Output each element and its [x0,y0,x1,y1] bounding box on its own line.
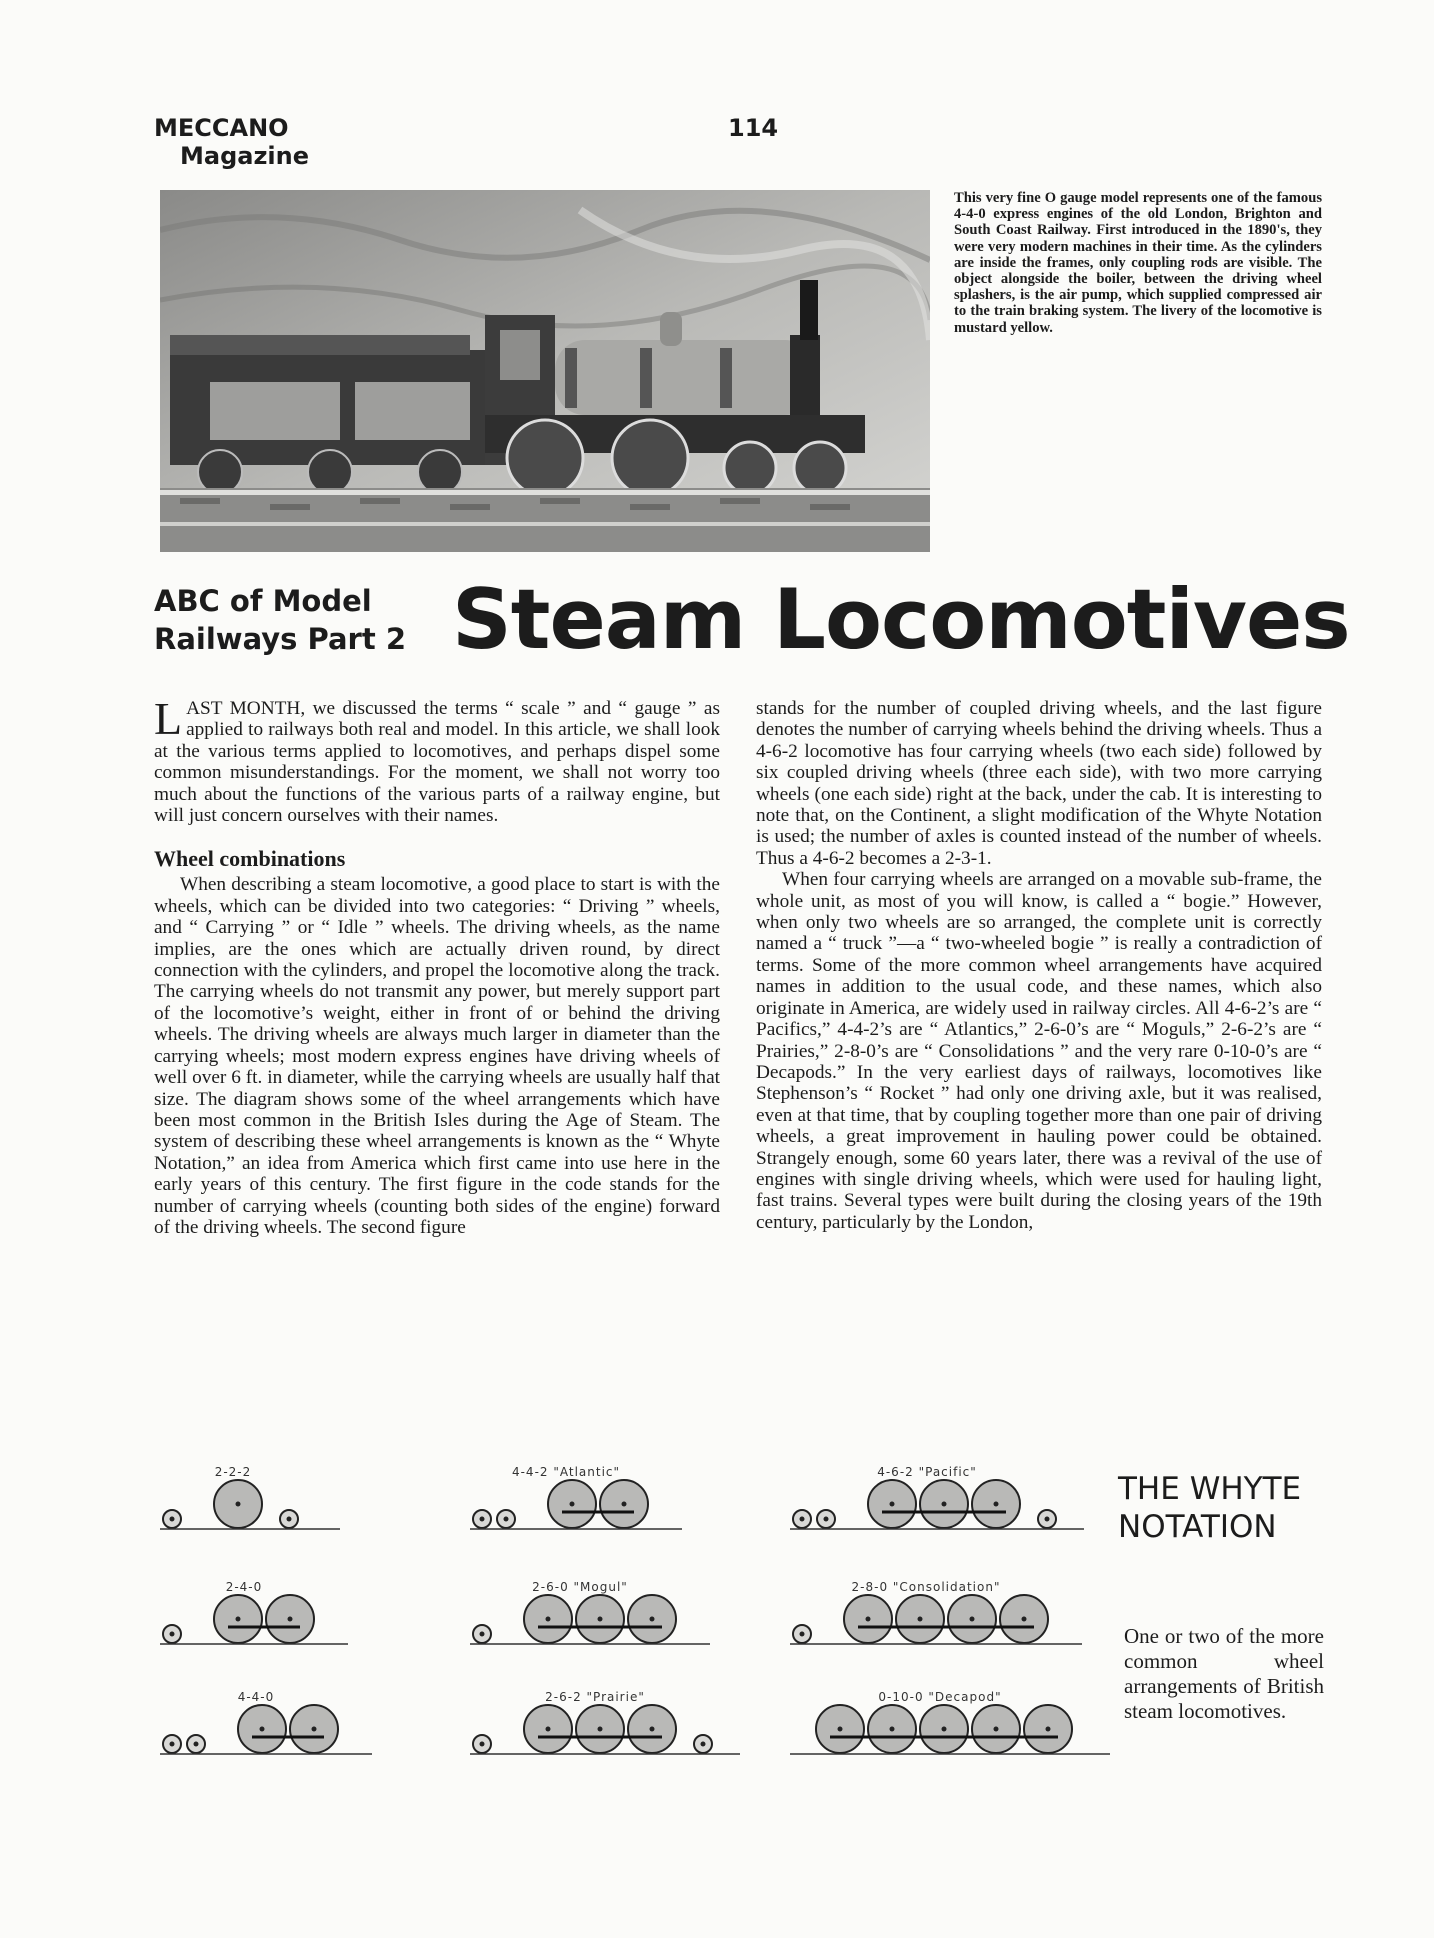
driving-wheel-hub [1046,1727,1051,1732]
driving-wheel-hub [994,1502,999,1507]
arrangement-label: 0-10-0 "Decapod" [878,1690,1002,1704]
masthead [154,114,309,170]
arrangement-label: 4-4-0 [237,1690,275,1704]
leading-wheel-hub [194,1742,199,1747]
page-number: 114 [728,114,779,142]
driving-wheel-hub [312,1727,317,1732]
kicker-line-1: ABC of Model [154,584,372,618]
leading-wheel-hub [800,1632,805,1637]
driving-wheel-hub [890,1727,895,1732]
driving-wheel-hub [288,1617,293,1622]
driving-wheel-hub [942,1502,947,1507]
article-paragraph: When four carrying wheels are arranged on a movable sub-frame, the whole unit, as most of you will know, is called a “ bogie.” However, when only two wheels are so arranged, the complete unit is correctly named a “ truck ”—a “ two-wheeled bogie ” is really a contradiction of terms. Some of the more common wheel arrangements have acquired names in addition to the usual code, and these names, which also originate in America, are widely used in railway circles. All 4-6-2’s are “ Pacifics,” 4-4-2’s are “ Atlantics,” 2-6-0’s are “ Moguls,” 2-6-2’s are “ Prairies,” 2-8-0’s are “ Consolidations ” and the very rare 0-10-0’s are “ Decapods.” In the very earliest days of railways, locomotives like Stephenson’s “ Rocket ” had only one driving axle, but it was realised, even at that time, that by coupling together more than one pair of driving wheels, a great improvement in hauling power could be obtained. Strangely enough, some 60 years later, there was a revival of the use of engines with single driving wheels, which were used for hauling light, fast trains. Several types were built during the closing years of the 19th century, particularly by the London, [756,869,1322,1233]
driving-wheel-hub [236,1617,241,1622]
article-paragraph: When describing a steam locomotive, a good place to start is with the wheels, which can be divided into two categories: “ Driving ” wheels, and “ Carrying ” or “ Idle ” wheels. The driving wheels, as the name implies, are the ones which are actually driven round, by direct connection with the cylinders, and propel the locomotive along the track. The carrying wheels do not transmit any power, but merely support part of the locomotive’s weight, either in front of or behind the driving wheels. The driving wheels are always much larger in diameter than the carrying wheels; most modern express engines have driving wheels of well over 6 ft. in diameter, while the carrying wheels are usually half that size. The diagram shows some of the wheel arrangements which have been most common in the British Isles during the Age of Steam. The system of describing these wheel arrangements is known as the “ Whyte Notation,” an idea from America which first came into use here in the early years of this century. The first figure in the code stands for the number of carrying wheels (counting both sides of the engine) forward of the driving wheels. The second figure [154,874,720,1238]
masthead-subtitle: Magazine [180,142,310,170]
driving-wheel-hub [570,1502,575,1507]
arrangement-label: 2-2-2 [214,1465,252,1479]
driving-wheel-hub [650,1617,655,1622]
leading-wheel-hub [480,1632,485,1637]
driving-wheel-hub [260,1727,265,1732]
driving-wheel-hub [546,1617,551,1622]
leading-wheel-hub [824,1517,829,1522]
wheel-arrangement [470,1690,740,1754]
wheel-arrangement [470,1465,682,1529]
article-column-left [154,693,720,1238]
driving-wheel-hub [546,1727,551,1732]
leading-wheel-hub [480,1742,485,1747]
driving-wheel-hub [598,1617,603,1622]
driving-wheel-hub [838,1727,843,1732]
driving-wheel-hub [866,1617,871,1622]
arrangement-label: 4-6-2 "Pacific" [877,1465,977,1479]
trailing-wheel-hub [1045,1517,1050,1522]
wheel-arrangement [790,1580,1082,1644]
wheel-arrangement [470,1580,710,1644]
whyte-title-line-1: THE WHYTE [1118,1471,1302,1507]
article-paragraph [154,693,720,827]
arrangement-label: 2-8-0 "Consolidation" [851,1580,1001,1594]
whyte-notation-caption: One or two of the more common wheel arrangements of British steam locomotives. [1124,1624,1324,1723]
driving-wheel-hub [650,1727,655,1732]
locomotive-photo [160,190,930,552]
article-column-right [756,698,1322,1233]
arrangement-label: 4-4-2 "Atlantic" [511,1465,621,1479]
wheel-arrangement [160,1690,372,1754]
driving-wheel-hub [598,1727,603,1732]
masthead-title: MECCANO [154,114,289,142]
driving-wheel-hub [918,1617,923,1622]
paragraph-text: AST MONTH, we discussed the terms “ scale ” and “ gauge ” as applied to railways both real and model. In this article, we shall look at the various terms applied to locomotives, and perhaps dispel some common misunderstandings. For the moment, we shall not worry too much about the functions of the various parts of a railway engine, but will just concern ourselves with their names. [154,698,720,827]
driving-wheel-hub [994,1727,999,1732]
article-paragraph: stands for the number of coupled driving wheels, and the last figure denotes the number of carrying wheels behind the driving wheels. Thus a 4-6-2 locomotive has four carrying wheels (two each side) followed by six coupled driving wheels (three each side), with two more carrying wheels (one each side) right at the back, under the cab. It is interesting to note that, on the Continent, a slight modification of the Whyte Notation is used; the number of axles is counted instead of the number of wheels. Thus a 4-6-2 becomes a 2-3-1. [756,698,1322,869]
leading-wheel-hub [170,1517,175,1522]
series-kicker [154,582,406,658]
wheel-arrangement [160,1580,348,1644]
driving-wheel-hub [1022,1617,1027,1622]
arrangement-label: 2-6-2 "Prairie" [545,1690,645,1704]
driving-wheel-hub [970,1617,975,1622]
wheel-arrangement [790,1690,1110,1754]
photo-caption: This very fine O gauge model represents one of the famous 4-4-0 express engines of the old London, Brighton and South Coast Railway. First introduced in the 1890's, they were very modern machines in their time. As the cylinders are inside the frames, only coupling rods are visible. The object alongside the boiler, between the driving wheel splashers, is the air pump, which supplied compressed air to the train braking system. The livery of the locomotive is mustard yellow. [954,190,1322,336]
arrangement-label: 2-6-0 "Mogul" [532,1580,628,1594]
whyte-title-line-2: NOTATION [1118,1509,1277,1545]
whyte-notation-diagram [140,1458,1140,1788]
article-headline: Steam Locomotives [452,571,1350,668]
wheel-arrangement [160,1465,340,1529]
leading-wheel-hub [800,1517,805,1522]
section-heading: Wheel combinations [154,846,346,872]
whyte-notation-title [1118,1470,1301,1546]
leading-wheel-hub [170,1632,175,1637]
driving-wheel-hub [622,1502,627,1507]
leading-wheel-hub [170,1742,175,1747]
wheel-arrangement [790,1465,1084,1529]
trailing-wheel-hub [287,1517,292,1522]
kicker-line-2: Railways Part 2 [154,622,406,656]
leading-wheel-hub [480,1517,485,1522]
trailing-wheel-hub [701,1742,706,1747]
drop-cap: L [154,693,183,744]
driving-wheel-hub [942,1727,947,1732]
leading-wheel-hub [504,1517,509,1522]
driving-wheel-hub [890,1502,895,1507]
arrangement-label: 2-4-0 [225,1580,263,1594]
driving-wheel-hub [236,1502,241,1507]
